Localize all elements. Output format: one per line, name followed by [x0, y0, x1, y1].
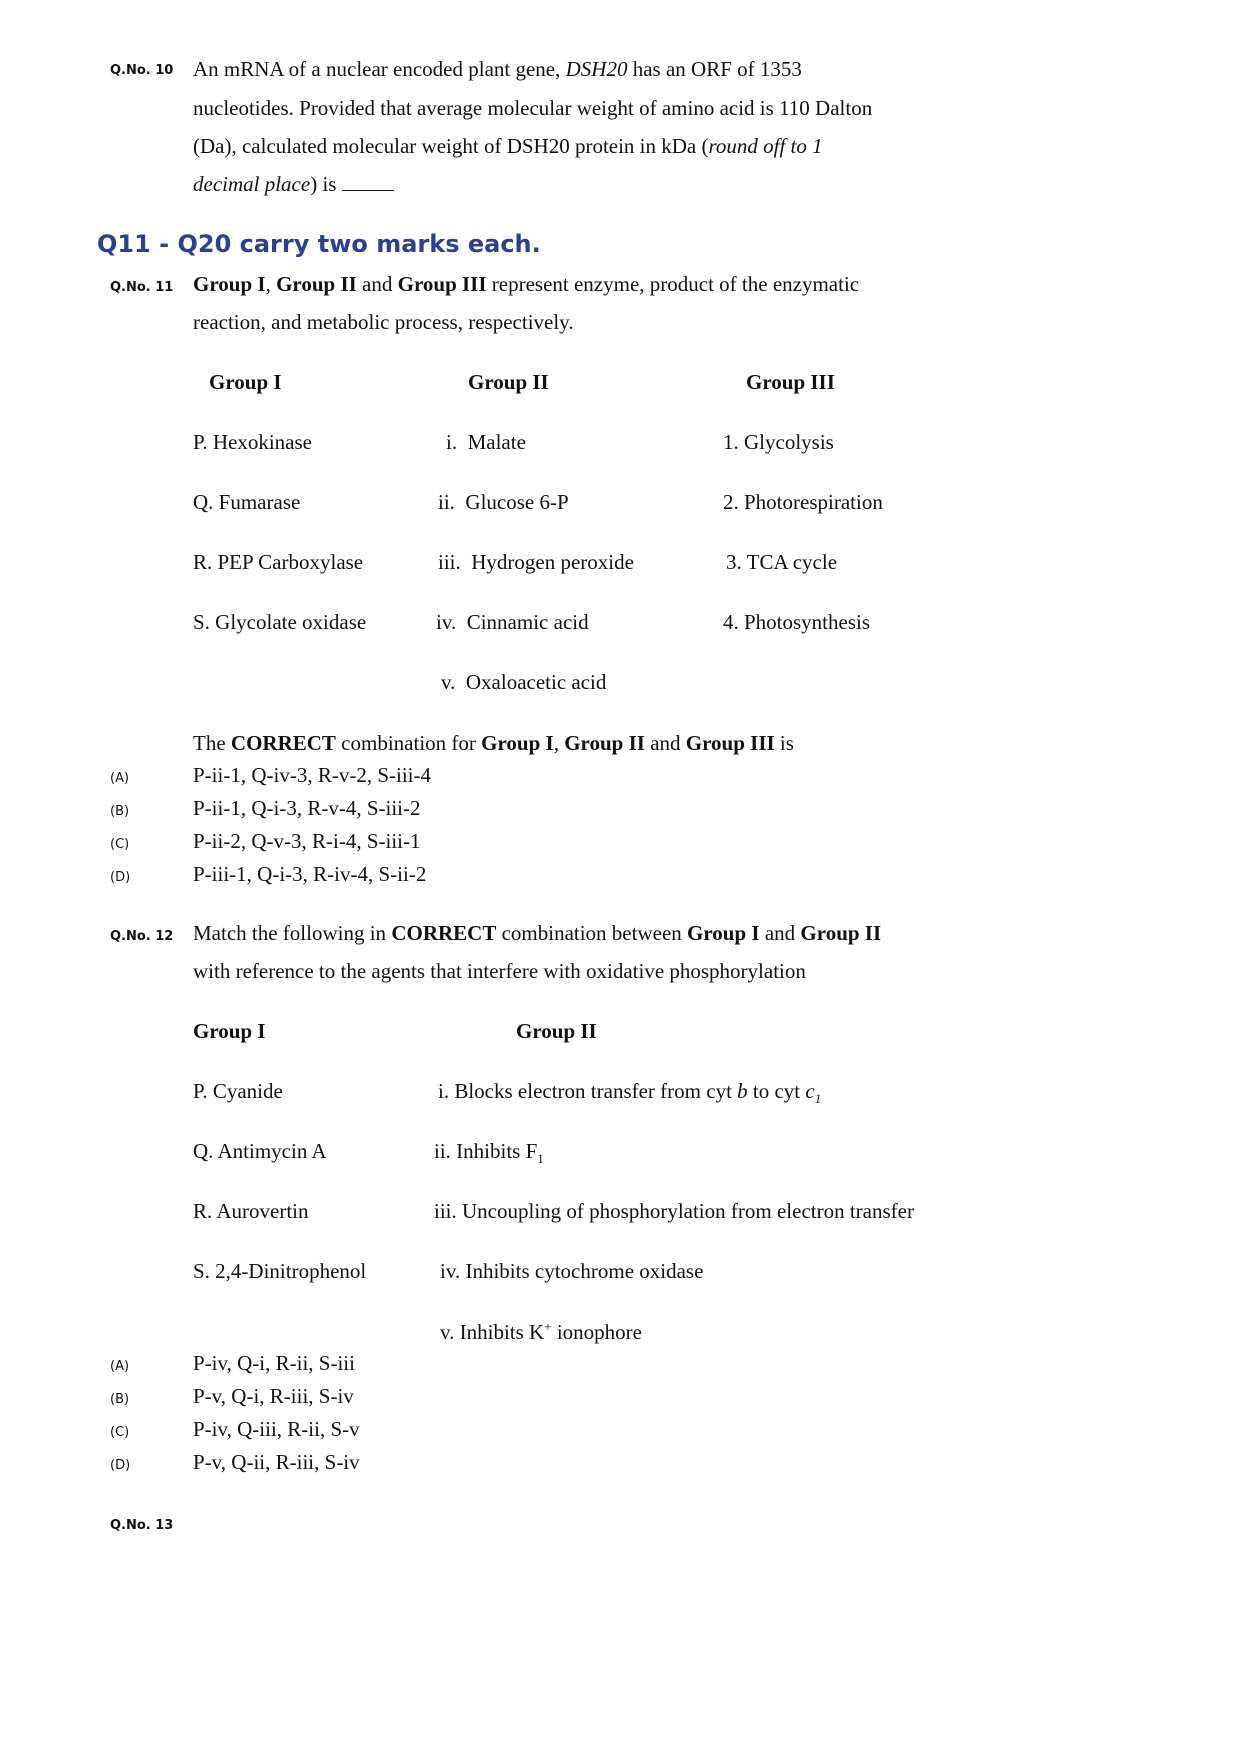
q10-text: An mRNA of a nuclear encoded plant gene, [193, 57, 566, 81]
q11-text: , [553, 731, 565, 755]
q11-group3-item: 1. Glycolysis [723, 430, 834, 454]
q10-italic-text: round off to 1 [708, 134, 823, 158]
q12-group2-item [440, 1319, 642, 1345]
q10-text-line-4 [193, 172, 394, 197]
q12-header-group-2: Group II [516, 1019, 597, 1043]
q12-group2-item [434, 1139, 544, 1167]
q11-group1-item: P. Hexokinase [193, 430, 312, 454]
q11-prompt [193, 731, 794, 756]
q12-g2-text: v. Inhibits K [440, 1320, 545, 1344]
q12-header-group-1: Group I [193, 1019, 266, 1043]
question-number-12: Q.No. 12 [110, 929, 174, 944]
q12-option-label: (C) [110, 1425, 130, 1440]
q11-group2-item: i. Malate [446, 430, 526, 454]
q11-text-line-2: reaction, and metabolic process, respectively. [193, 310, 574, 334]
group-term: Group II [800, 921, 882, 945]
q11-option-label: (D) [110, 870, 131, 885]
q12-text: Match the following in [193, 921, 392, 945]
group-term: Group III [685, 731, 775, 755]
answer-blank [342, 172, 394, 191]
q12-g2-text: i. Blocks electron transfer from cyt [438, 1079, 738, 1103]
q12-text-line-1 [193, 921, 881, 946]
question-number-11: Q.No. 11 [110, 280, 174, 295]
q11-option-label: (B) [110, 804, 130, 819]
q12-option-text: P-iv, Q-iii, R-ii, S-v [193, 1417, 360, 1441]
q11-group1-item: Q. Fumarase [193, 490, 301, 514]
q12-g2-subscript: 1 [814, 1091, 822, 1107]
group-term: Group III [397, 272, 487, 296]
q12-g2-italic: c [805, 1079, 815, 1103]
q12-group1-item: S. 2,4-Dinitrophenol [193, 1259, 367, 1283]
question-number-13: Q.No. 13 [110, 1518, 174, 1533]
q11-header-group-3: Group III [746, 370, 835, 394]
q12-g2-italic: b [737, 1079, 748, 1103]
q11-group3-item: 3. TCA cycle [726, 550, 838, 574]
q10-text: (Da), calculated molecular weight of DSH20 protein in kDa ( [193, 134, 709, 158]
q12-group1-item: P. Cyanide [193, 1079, 283, 1103]
group-term: Group II [276, 272, 357, 296]
q11-group2-item: ii. Glucose 6-P [438, 490, 569, 514]
q12-option-text: P-v, Q-i, R-iii, S-iv [193, 1384, 354, 1408]
group-term: Group I [687, 921, 760, 945]
q12-group1-item: R. Aurovertin [193, 1199, 309, 1223]
q11-text: represent enzyme, product of the enzymatic [486, 272, 860, 296]
q12-group2-item: iv. Inhibits cytochrome oxidase [440, 1259, 704, 1283]
emphasis-correct: CORRECT [230, 731, 336, 755]
q12-text: combination between [496, 921, 688, 945]
q12-option-label: (B) [110, 1392, 130, 1407]
q12-g2-superscript: + [544, 1319, 552, 1334]
q11-option-label: (C) [110, 837, 130, 852]
gene-name: DSH20 [565, 57, 628, 81]
q11-text: and [356, 272, 398, 296]
q12-option-text: P-iv, Q-i, R-ii, S-iii [193, 1351, 355, 1375]
q11-group3-item: 2. Photorespiration [723, 490, 883, 514]
q12-group1-item: Q. Antimycin A [193, 1139, 327, 1163]
emphasis-correct: CORRECT [391, 921, 497, 945]
q12-text: and [759, 921, 801, 945]
q11-header-group-1: Group I [209, 370, 282, 394]
q11-option-text: P-ii-1, Q-i-3, R-v-4, S-iii-2 [193, 796, 421, 820]
q11-text: combination for [335, 731, 482, 755]
q12-option-label: (A) [110, 1359, 130, 1374]
q12-g2-subscript: 1 [537, 1151, 544, 1167]
q12-option-label: (D) [110, 1458, 131, 1473]
q11-text: The [193, 731, 231, 755]
q11-option-text: P-ii-1, Q-iv-3, R-v-2, S-iii-4 [193, 763, 431, 787]
q12-text-line-2: with reference to the agents that interfere with oxidative phosphorylation [193, 959, 806, 983]
q11-group1-item: R. PEP Carboxylase [193, 550, 364, 574]
group-term: Group II [564, 731, 645, 755]
q11-group2-item: iii. Hydrogen peroxide [438, 550, 634, 574]
q11-group2-item: v. Oxaloacetic acid [441, 670, 607, 694]
q11-header-group-2: Group II [468, 370, 549, 394]
q12-g2-text: to cyt [747, 1079, 806, 1103]
q11-group3-item: 4. Photosynthesis [723, 610, 871, 634]
q12-group2-item [438, 1079, 821, 1107]
q10-text: ) is [310, 172, 337, 196]
q12-option-text: P-v, Q-ii, R-iii, S-iv [193, 1450, 360, 1474]
group-term: Group I [193, 272, 266, 296]
q10-italic-text: decimal place [193, 172, 311, 196]
q10-text-line-1 [193, 57, 802, 82]
question-number-10: Q.No. 10 [110, 63, 174, 78]
q10-text: has an ORF of 1353 [627, 57, 802, 81]
q12-g2-text: ionophore [551, 1320, 642, 1344]
q11-option-label: (A) [110, 771, 130, 786]
q10-text-line-3 [193, 134, 823, 159]
group-term: Group I [481, 731, 554, 755]
q10-text-line-2: nucleotides. Provided that average molecular weight of amino acid is 110 Dalton [193, 96, 873, 120]
q11-option-text: P-ii-2, Q-v-3, R-i-4, S-iii-1 [193, 829, 421, 853]
q11-text: , [265, 272, 277, 296]
q11-option-text: P-iii-1, Q-i-3, R-iv-4, S-ii-2 [193, 862, 427, 886]
q11-group1-item: S. Glycolate oxidase [193, 610, 367, 634]
section-header: Q11 - Q20 carry two marks each. [97, 230, 541, 258]
q12-group2-item: iii. Uncoupling of phosphorylation from electron transfer [434, 1199, 914, 1223]
q11-text-line-1 [193, 272, 859, 297]
q11-group2-item: iv. Cinnamic acid [436, 610, 589, 634]
q11-text: is [774, 731, 794, 755]
q12-g2-text: ii. Inhibits F [434, 1139, 538, 1163]
q11-text: and [644, 731, 686, 755]
